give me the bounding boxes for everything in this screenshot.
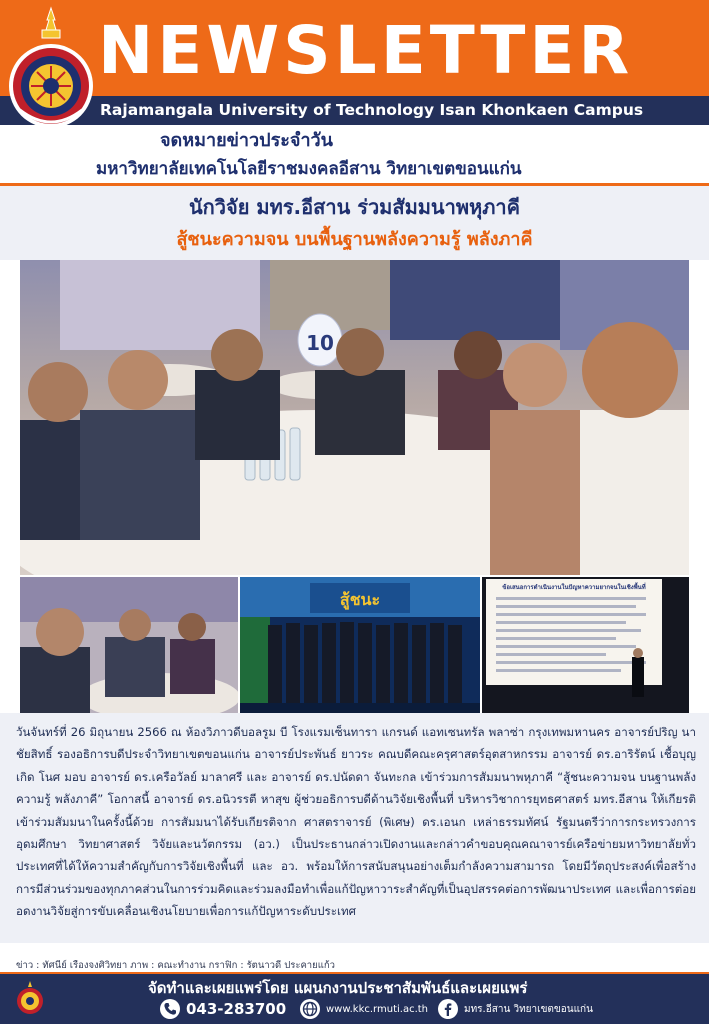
university-name-en: Rajamangala University of Technology Isan Khonkaen Campus — [100, 101, 644, 119]
photo-attendees-selfie — [20, 577, 238, 713]
headline-line-1: นักวิจัย มทร.อีสาน ร่วมสัมมนาพหุภาคี — [189, 195, 520, 219]
footer-phone-number: 043-283700 — [186, 1000, 287, 1018]
headline-line-2: สู้ชนะความจน บนพื้นฐานพลังความรู้ พลังภาคี — [176, 229, 533, 250]
phone-icon — [160, 999, 180, 1019]
newsletter-subtitle-th: จดหมายข่าวประจำวัน — [160, 130, 333, 151]
footer-website-url: www.kkc.rmuti.ac.th — [326, 1003, 429, 1015]
photo-stage-group — [240, 577, 480, 713]
main-photo-group-at-table — [20, 260, 689, 575]
footer-publisher: จัดทำและเผยแพร่โดย แผนกงานประชาสัมพันธ์และเผยแพร่ — [148, 979, 528, 997]
footer-website[interactable] — [300, 998, 428, 1020]
footer-phone[interactable] — [160, 998, 286, 1020]
globe-icon — [300, 999, 320, 1019]
footer-facebook-name: มทร.อีสาน วิทยาเขตขอนแก่น — [464, 1003, 593, 1015]
footer-facebook[interactable] — [438, 998, 593, 1020]
article-credits: ข่าว : ทัศนีย์ เรืองจงศิวิทยา ภาพ : คณะทำงาน กราฟิก : รัตนาวดี ประคายแก้ว — [16, 960, 335, 971]
article-body: วันจันทร์ที่ 26 มิถุนายน 2566 ณ ห้องวิภาวดีบอลรูม บี โรงแรมเซ็นทารา แกรนด์ แอทเซนทรัล พลาซ่า กรุงเทพมหานคร อาจารย์ปริญ นาชัยสิทธิ์ รองอธิการบดีประจำวิทยาเขตขอนแก่น อาจารย์ประพันธ์ ยาวระ คณบดีคณะครุศาสตร์อุตสาหกรรม อาจารย์ ดร.อาริรัตน์ เชื้อบุญเกิด โนศ มอบ อาจารย์ ดร.เครือวัลย์ มาลาศรี และ อาจารย์ ดร.ปนัดดา จันทะกล เข้าร่วมการสัมมนาพหุภาคี “สู้ชนะความจน บนฐานพลังความรู้ พลังภาคี” โอกาสนี้ อาจารย์ ดร.อนิวรรตี หาสุข ผู้ช่วยอธิการบดีด้านวิจัยเชิงพื้นที่ บริหารวิชาการยุทธศาสตร์ มทร.อีสาน ให้เกียรติเข้าร่วมสัมมนาในครั้งนี้ด้วย การสัมมนาได้รับเกียรติจาก ศาสตราจารย์ (พิเศษ) ดร.เอนก เหล่าธรรมทัศน์ รัฐมนตรีว่าการกระทรวงการอุดมศึกษา วิทยาศาสตร์ วิจัยและนวัตกรรม (อว.) เป็นประธานกล่าวเปิดงานและกล่าวคำขอบคุณคณาจารย์เครือข่ายมหาวิทยาลัยทั่วประเทศที่ได้ให้ความสำคัญกับการวิจัยเชิงพื้นที่ และ อว. พร้อมให้การสนับสนุนอย่างเต็มกำลังความสามารถ โดยมีวัตถุประสงค์เพื่อสร้างการมีส่วนร่วมของทุกภาคส่วนในการร่วมคิดและร่วมลงมือทำเพื่อแก้ปัญหาวาระสำคัญที่เป็นอุปสรรคต่อการพัฒนาประเทศ และเพื่อการต่อยอดงานวิจัยสู่การขับเคลื่อนเชิงนโยบายเพื่อการแก้ปัญหาระดับประเทศ — [16, 725, 696, 919]
stage-banner-text: สู้ชนะ — [339, 590, 381, 609]
table-number-sign: 10 — [306, 331, 334, 355]
footer-logo — [14, 980, 46, 1016]
facebook-icon — [438, 999, 458, 1019]
slide-title: ข้อเสนอการดำเนินงานในปัญหาความยากจนในเชิงพื้นที่ — [502, 584, 646, 591]
university-logo — [6, 6, 96, 142]
photo-presentation-slide — [482, 577, 689, 713]
university-name-th: มหาวิทยาลัยเทคโนโลยีราชมงคลอีสาน วิทยาเขตขอนแก่น — [96, 159, 522, 179]
newsletter-title: NEWSLETTER — [98, 12, 634, 89]
